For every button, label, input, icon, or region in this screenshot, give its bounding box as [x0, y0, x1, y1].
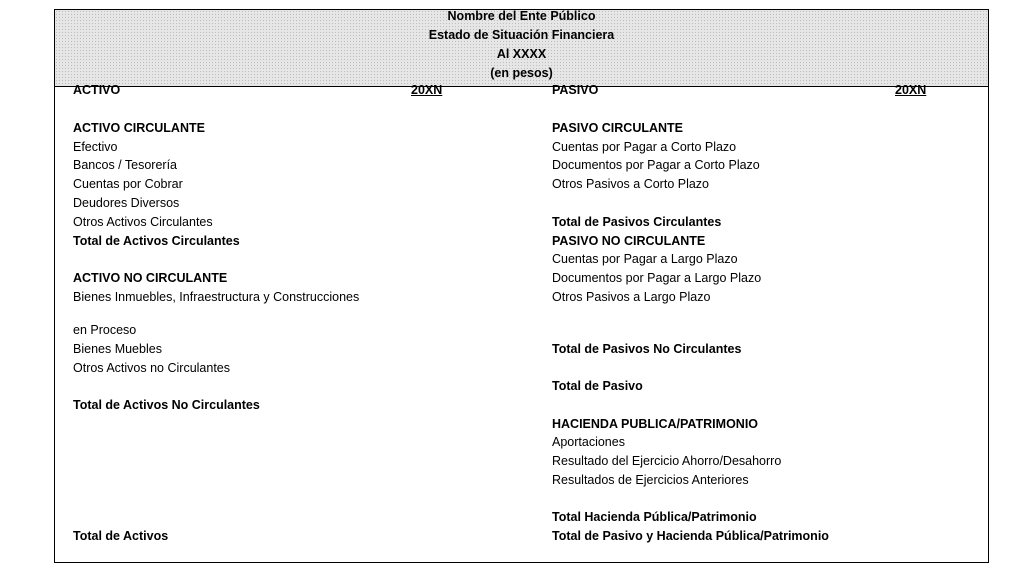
activo-circulante-item: Efectivo	[73, 140, 118, 154]
activo-circulante-item: Bancos / Tesorería	[73, 158, 177, 172]
statement-title: Estado de Situación Financiera	[428, 28, 615, 42]
activo-no-circulante-item: en Proceso	[73, 323, 137, 337]
pasivo-no-circulante-item: Otros Pasivos a Largo Plazo	[552, 290, 711, 304]
pasivo-circulante-total: Total de Pasivos Circulantes	[552, 215, 722, 229]
activo-circulante-total: Total de Activos Circulantes	[73, 234, 240, 248]
pasivo-no-circulante-total: Total de Pasivos No Circulantes	[552, 342, 742, 356]
statement-frame	[54, 9, 989, 563]
pasivo-heading: PASIVO	[552, 83, 599, 97]
pasivo-year: 20XN	[895, 83, 927, 97]
activo-no-circulante-item: Otros Activos no Circulantes	[73, 361, 231, 375]
hacienda-item: Aportaciones	[552, 435, 625, 449]
activo-no-circulante-item: Bienes Inmuebles, Infraestructura y Construcciones	[73, 290, 360, 304]
pasivo-circulante-item: Documentos por Pagar a Corto Plazo	[552, 158, 760, 172]
pasivo-circulante-title: PASIVO CIRCULANTE	[552, 121, 684, 135]
hacienda-item: Resultado del Ejercicio Ahorro/Desahorro	[552, 454, 782, 468]
activo-heading: ACTIVO	[73, 83, 121, 97]
activo-circulante-item: Otros Activos Circulantes	[73, 215, 213, 229]
pasivo-no-circulante-item: Cuentas por Pagar a Largo Plazo	[552, 252, 738, 266]
activo-no-circulante-total: Total de Activos No Circulantes	[73, 398, 260, 412]
pasivo-total: Total de Pasivo	[552, 379, 643, 393]
entity-name: Nombre del Ente Público	[447, 9, 596, 23]
pasivo-no-circulante-item: Documentos por Pagar a Largo Plazo	[552, 271, 762, 285]
statement-date: Al XXXX	[496, 47, 547, 61]
hacienda-total: Total Hacienda Pública/Patrimonio	[552, 510, 757, 524]
hacienda-item: Resultados de Ejercicios Anteriores	[552, 473, 749, 487]
pasivo-hacienda-grand-total: Total de Pasivo y Hacienda Pública/Patrimonio	[552, 529, 829, 543]
activo-total: Total de Activos	[73, 529, 169, 543]
activo-circulante-item: Deudores Diversos	[73, 196, 180, 210]
activo-year: 20XN	[411, 83, 443, 97]
pasivo-circulante-item: Cuentas por Pagar a Corto Plazo	[552, 140, 737, 154]
statement-units: (en pesos)	[490, 66, 553, 80]
statement-header	[55, 10, 988, 87]
hacienda-title: HACIENDA PUBLICA/PATRIMONIO	[552, 417, 759, 431]
activo-circulante-title: ACTIVO CIRCULANTE	[73, 121, 205, 135]
activo-no-circulante-title: ACTIVO NO CIRCULANTE	[73, 271, 228, 285]
activo-circulante-item: Cuentas por Cobrar	[73, 177, 183, 191]
pasivo-no-circulante-title: PASIVO NO CIRCULANTE	[552, 234, 706, 248]
activo-no-circulante-item: Bienes Muebles	[73, 342, 162, 356]
pasivo-circulante-item: Otros Pasivos a Corto Plazo	[552, 177, 710, 191]
